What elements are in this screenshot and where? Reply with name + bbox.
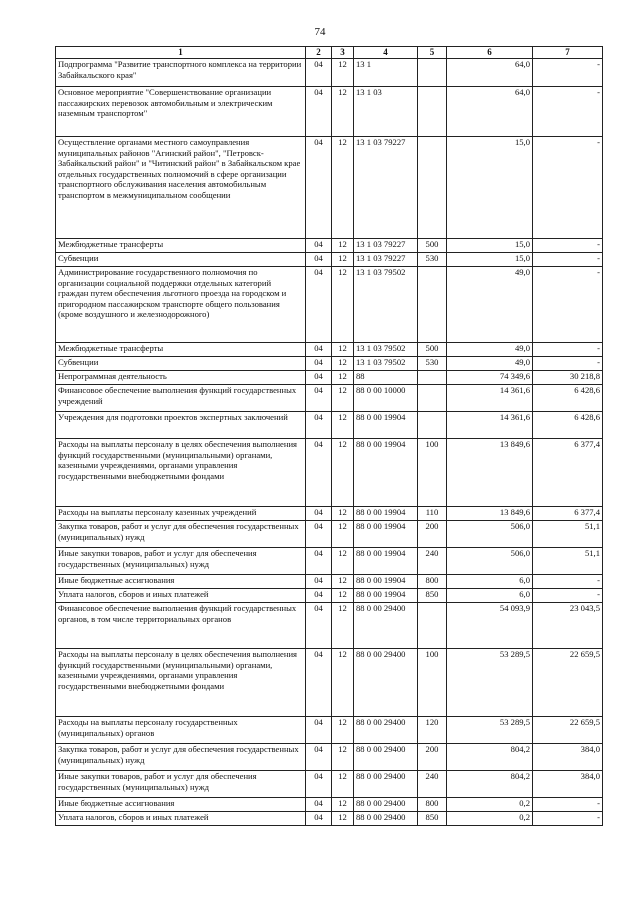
table-row [56,771,603,798]
row-name-cell: Иные закупки товаров, работ и услуг для обеспечения государственных (муниципальных) нужд [56,771,306,798]
amount-secondary-cell: 22 659,5 [533,649,603,717]
amount-cell: 64,0 [447,59,533,87]
expense-type-cell [418,603,447,649]
subsection-code-cell: 12 [332,798,354,812]
subsection-code-cell: 12 [332,589,354,603]
expense-type-cell: 120 [418,717,447,744]
expense-type-cell: 110 [418,507,447,521]
target-article-cell: 88 0 00 29400 [354,798,418,812]
amount-cell: 14 361,6 [447,412,533,439]
expense-type-cell: 200 [418,521,447,548]
expense-type-cell [418,267,447,343]
amount-cell: 53 289,5 [447,717,533,744]
table-header-row [56,47,603,59]
subsection-code-cell: 12 [332,87,354,137]
section-code-cell: 04 [306,744,332,771]
section-code-cell: 04 [306,385,332,412]
amount-cell: 0,2 [447,812,533,826]
amount-cell: 13 849,6 [447,439,533,507]
amount-cell: 13 849,6 [447,507,533,521]
subsection-code-cell: 12 [332,439,354,507]
section-code-cell: 04 [306,412,332,439]
target-article-cell: 88 0 00 19904 [354,412,418,439]
table-row [56,371,603,385]
table-row [56,239,603,253]
amount-secondary-cell: - [533,357,603,371]
row-name-cell: Межбюджетные трансферты [56,239,306,253]
budget-table [55,46,603,826]
expense-type-cell [418,412,447,439]
target-article-cell: 88 0 00 19904 [354,521,418,548]
table-row [56,137,603,239]
section-code-cell: 04 [306,812,332,826]
target-article-cell: 88 0 00 19904 [354,439,418,507]
amount-secondary-cell: - [533,267,603,343]
section-code-cell: 04 [306,439,332,507]
amount-cell: 15,0 [447,253,533,267]
expense-type-cell: 850 [418,589,447,603]
expense-type-cell: 100 [418,439,447,507]
row-name-cell: Иные бюджетные ассигнования [56,575,306,589]
amount-secondary-cell: 384,0 [533,771,603,798]
subsection-code-cell: 12 [332,59,354,87]
amount-secondary-cell: - [533,239,603,253]
amount-secondary-cell: - [533,343,603,357]
subsection-code-cell: 12 [332,267,354,343]
target-article-cell: 88 0 00 29400 [354,649,418,717]
section-code-cell: 04 [306,357,332,371]
amount-cell: 0,2 [447,798,533,812]
subsection-code-cell: 12 [332,744,354,771]
section-code-cell: 04 [306,589,332,603]
target-article-cell: 88 0 00 29400 [354,771,418,798]
amount-cell: 53 289,5 [447,649,533,717]
subsection-code-cell: 12 [332,548,354,575]
amount-cell: 506,0 [447,548,533,575]
row-name-cell: Уплата налогов, сборов и иных платежей [56,589,306,603]
section-code-cell: 04 [306,603,332,649]
column-header: 2 [306,47,332,59]
amount-secondary-cell: - [533,137,603,239]
row-name-cell: Учреждения для подготовки проектов экспертных заключений [56,412,306,439]
table-row [56,649,603,717]
row-name-cell: Расходы на выплаты персоналу государственных (муниципальных) органов [56,717,306,744]
amount-secondary-cell: 384,0 [533,744,603,771]
target-article-cell: 88 0 00 19904 [354,589,418,603]
target-article-cell: 88 0 00 29400 [354,717,418,744]
table-row [56,412,603,439]
subsection-code-cell: 12 [332,649,354,717]
subsection-code-cell: 12 [332,771,354,798]
expense-type-cell: 200 [418,744,447,771]
table-row [56,603,603,649]
amount-cell: 506,0 [447,521,533,548]
subsection-code-cell: 12 [332,575,354,589]
target-article-cell: 88 0 00 19904 [354,548,418,575]
table-row [56,343,603,357]
amount-secondary-cell: - [533,812,603,826]
amount-secondary-cell: - [533,575,603,589]
expense-type-cell: 530 [418,253,447,267]
expense-type-cell: 240 [418,548,447,575]
table-row [56,507,603,521]
amount-cell: 804,2 [447,744,533,771]
subsection-code-cell: 12 [332,371,354,385]
table-row [56,253,603,267]
table-row [56,744,603,771]
target-article-cell: 88 0 00 29400 [354,744,418,771]
row-name-cell: Закупка товаров, работ и услуг для обеспечения государственных (муниципальных) нужд [56,521,306,548]
row-name-cell: Субвенции [56,253,306,267]
expense-type-cell: 500 [418,239,447,253]
section-code-cell: 04 [306,507,332,521]
target-article-cell: 13 1 03 79502 [354,357,418,371]
expense-type-cell [418,137,447,239]
target-article-cell: 88 0 00 10000 [354,385,418,412]
row-name-cell: Межбюджетные трансферты [56,343,306,357]
table-row [56,589,603,603]
row-name-cell: Уплата налогов, сборов и иных платежей [56,812,306,826]
section-code-cell: 04 [306,548,332,575]
row-name-cell: Непрограммная деятельность [56,371,306,385]
section-code-cell: 04 [306,798,332,812]
expense-type-cell: 500 [418,343,447,357]
table-row [56,575,603,589]
table-row [56,439,603,507]
amount-secondary-cell: 6 377,4 [533,507,603,521]
subsection-code-cell: 12 [332,357,354,371]
target-article-cell: 88 0 00 19904 [354,575,418,589]
target-article-cell: 88 0 00 29400 [354,603,418,649]
column-header: 5 [418,47,447,59]
target-article-cell: 13 1 03 79502 [354,267,418,343]
subsection-code-cell: 12 [332,239,354,253]
amount-secondary-cell: - [533,798,603,812]
amount-secondary-cell: 6 377,4 [533,439,603,507]
expense-type-cell: 800 [418,798,447,812]
page-number: 74 [314,26,326,38]
section-code-cell: 04 [306,521,332,548]
column-header: 7 [533,47,603,59]
expense-type-cell [418,385,447,412]
section-code-cell: 04 [306,239,332,253]
table-row [56,267,603,343]
row-name-cell: Расходы на выплаты персоналу в целях обеспечения выполнения функций государственными (муниципальными) органами, казенными учреждениями, органами управления государственными внебюджетными фондами [56,649,306,717]
section-code-cell: 04 [306,575,332,589]
column-header: 4 [354,47,418,59]
amount-secondary-cell: 22 659,5 [533,717,603,744]
table-row [56,357,603,371]
row-name-cell: Расходы на выплаты персоналу казенных учреждений [56,507,306,521]
table-row [56,812,603,826]
section-code-cell: 04 [306,137,332,239]
expense-type-cell: 850 [418,812,447,826]
amount-cell: 804,2 [447,771,533,798]
table-row [56,717,603,744]
subsection-code-cell: 12 [332,137,354,239]
table-row [56,59,603,87]
section-code-cell: 04 [306,343,332,357]
target-article-cell: 13 1 03 79502 [354,343,418,357]
amount-cell: 15,0 [447,239,533,253]
amount-cell: 64,0 [447,87,533,137]
table-row [56,798,603,812]
amount-cell: 49,0 [447,267,533,343]
target-article-cell: 88 0 00 29400 [354,812,418,826]
column-header: 1 [56,47,306,59]
table-row [56,87,603,137]
section-code-cell: 04 [306,649,332,717]
subsection-code-cell: 12 [332,412,354,439]
column-header: 3 [332,47,354,59]
subsection-code-cell: 12 [332,385,354,412]
amount-cell: 6,0 [447,575,533,589]
section-code-cell: 04 [306,371,332,385]
expense-type-cell: 100 [418,649,447,717]
row-name-cell: Субвенции [56,357,306,371]
table-row [56,548,603,575]
section-code-cell: 04 [306,717,332,744]
subsection-code-cell: 12 [332,521,354,548]
amount-cell: 49,0 [447,343,533,357]
section-code-cell: 04 [306,253,332,267]
row-name-cell: Расходы на выплаты персоналу в целях обеспечения выполнения функций государственными (муниципальными) органами, казенными учреждениями, органами управления государственными внебюджетными фондами [56,439,306,507]
amount-secondary-cell: 30 218,8 [533,371,603,385]
subsection-code-cell: 12 [332,253,354,267]
section-code-cell: 04 [306,87,332,137]
expense-type-cell [418,371,447,385]
amount-cell: 14 361,6 [447,385,533,412]
amount-cell: 74 349,6 [447,371,533,385]
expense-type-cell: 800 [418,575,447,589]
expense-type-cell [418,87,447,137]
table-row [56,385,603,412]
amount-secondary-cell: - [533,59,603,87]
subsection-code-cell: 12 [332,507,354,521]
row-name-cell: Иные бюджетные ассигнования [56,798,306,812]
subsection-code-cell: 12 [332,343,354,357]
section-code-cell: 04 [306,771,332,798]
amount-cell: 15,0 [447,137,533,239]
amount-cell: 6,0 [447,589,533,603]
table-row [56,521,603,548]
amount-secondary-cell: - [533,253,603,267]
target-article-cell: 88 [354,371,418,385]
row-name-cell: Финансовое обеспечение выполнения функций государственных органов, в том числе территориальных органов [56,603,306,649]
section-code-cell: 04 [306,59,332,87]
amount-secondary-cell: 6 428,6 [533,385,603,412]
amount-secondary-cell: 6 428,6 [533,412,603,439]
subsection-code-cell: 12 [332,717,354,744]
row-name-cell: Осуществление органами местного самоуправления муниципальных районов "Агинский район", "Петровск-Забайкальский район" и "Читинский район" в Забайкальском крае отдельных государственных полномочий в сфере организации транспортного обслуживания населения автомобильным транспортом в межмуниципальном сообщении [56,137,306,239]
amount-secondary-cell: 23 043,5 [533,603,603,649]
amount-cell: 49,0 [447,357,533,371]
target-article-cell: 13 1 03 79227 [354,137,418,239]
column-header: 6 [447,47,533,59]
row-name-cell: Иные закупки товаров, работ и услуг для обеспечения государственных (муниципальных) нужд [56,548,306,575]
expense-type-cell [418,59,447,87]
amount-secondary-cell: 51,1 [533,548,603,575]
expense-type-cell: 530 [418,357,447,371]
amount-secondary-cell: 51,1 [533,521,603,548]
amount-secondary-cell: - [533,589,603,603]
subsection-code-cell: 12 [332,812,354,826]
row-name-cell: Финансовое обеспечение выполнения функций государственных учреждений [56,385,306,412]
table-body [56,59,603,826]
row-name-cell: Закупка товаров, работ и услуг для обеспечения государственных (муниципальных) нужд [56,744,306,771]
row-name-cell: Основное мероприятие "Совершенствование организации пассажирских перевозок автомобильным и электрическим наземным транспортом" [56,87,306,137]
target-article-cell: 88 0 00 19904 [354,507,418,521]
section-code-cell: 04 [306,267,332,343]
amount-cell: 54 093,9 [447,603,533,649]
amount-secondary-cell: - [533,87,603,137]
target-article-cell: 13 1 [354,59,418,87]
target-article-cell: 13 1 03 79227 [354,239,418,253]
target-article-cell: 13 1 03 [354,87,418,137]
target-article-cell: 13 1 03 79227 [354,253,418,267]
row-name-cell: Подпрограмма "Развитие транспортного комплекса на территории Забайкальского края" [56,59,306,87]
subsection-code-cell: 12 [332,603,354,649]
expense-type-cell: 240 [418,771,447,798]
row-name-cell: Администрирование государственного полномочия по организации социальной поддержки отдельных категорий граждан путем обеспечения льготного проезда на городском и пригородном пассажирском транспорте общего пользования (кроме воздушного и железнодорожного) [56,267,306,343]
